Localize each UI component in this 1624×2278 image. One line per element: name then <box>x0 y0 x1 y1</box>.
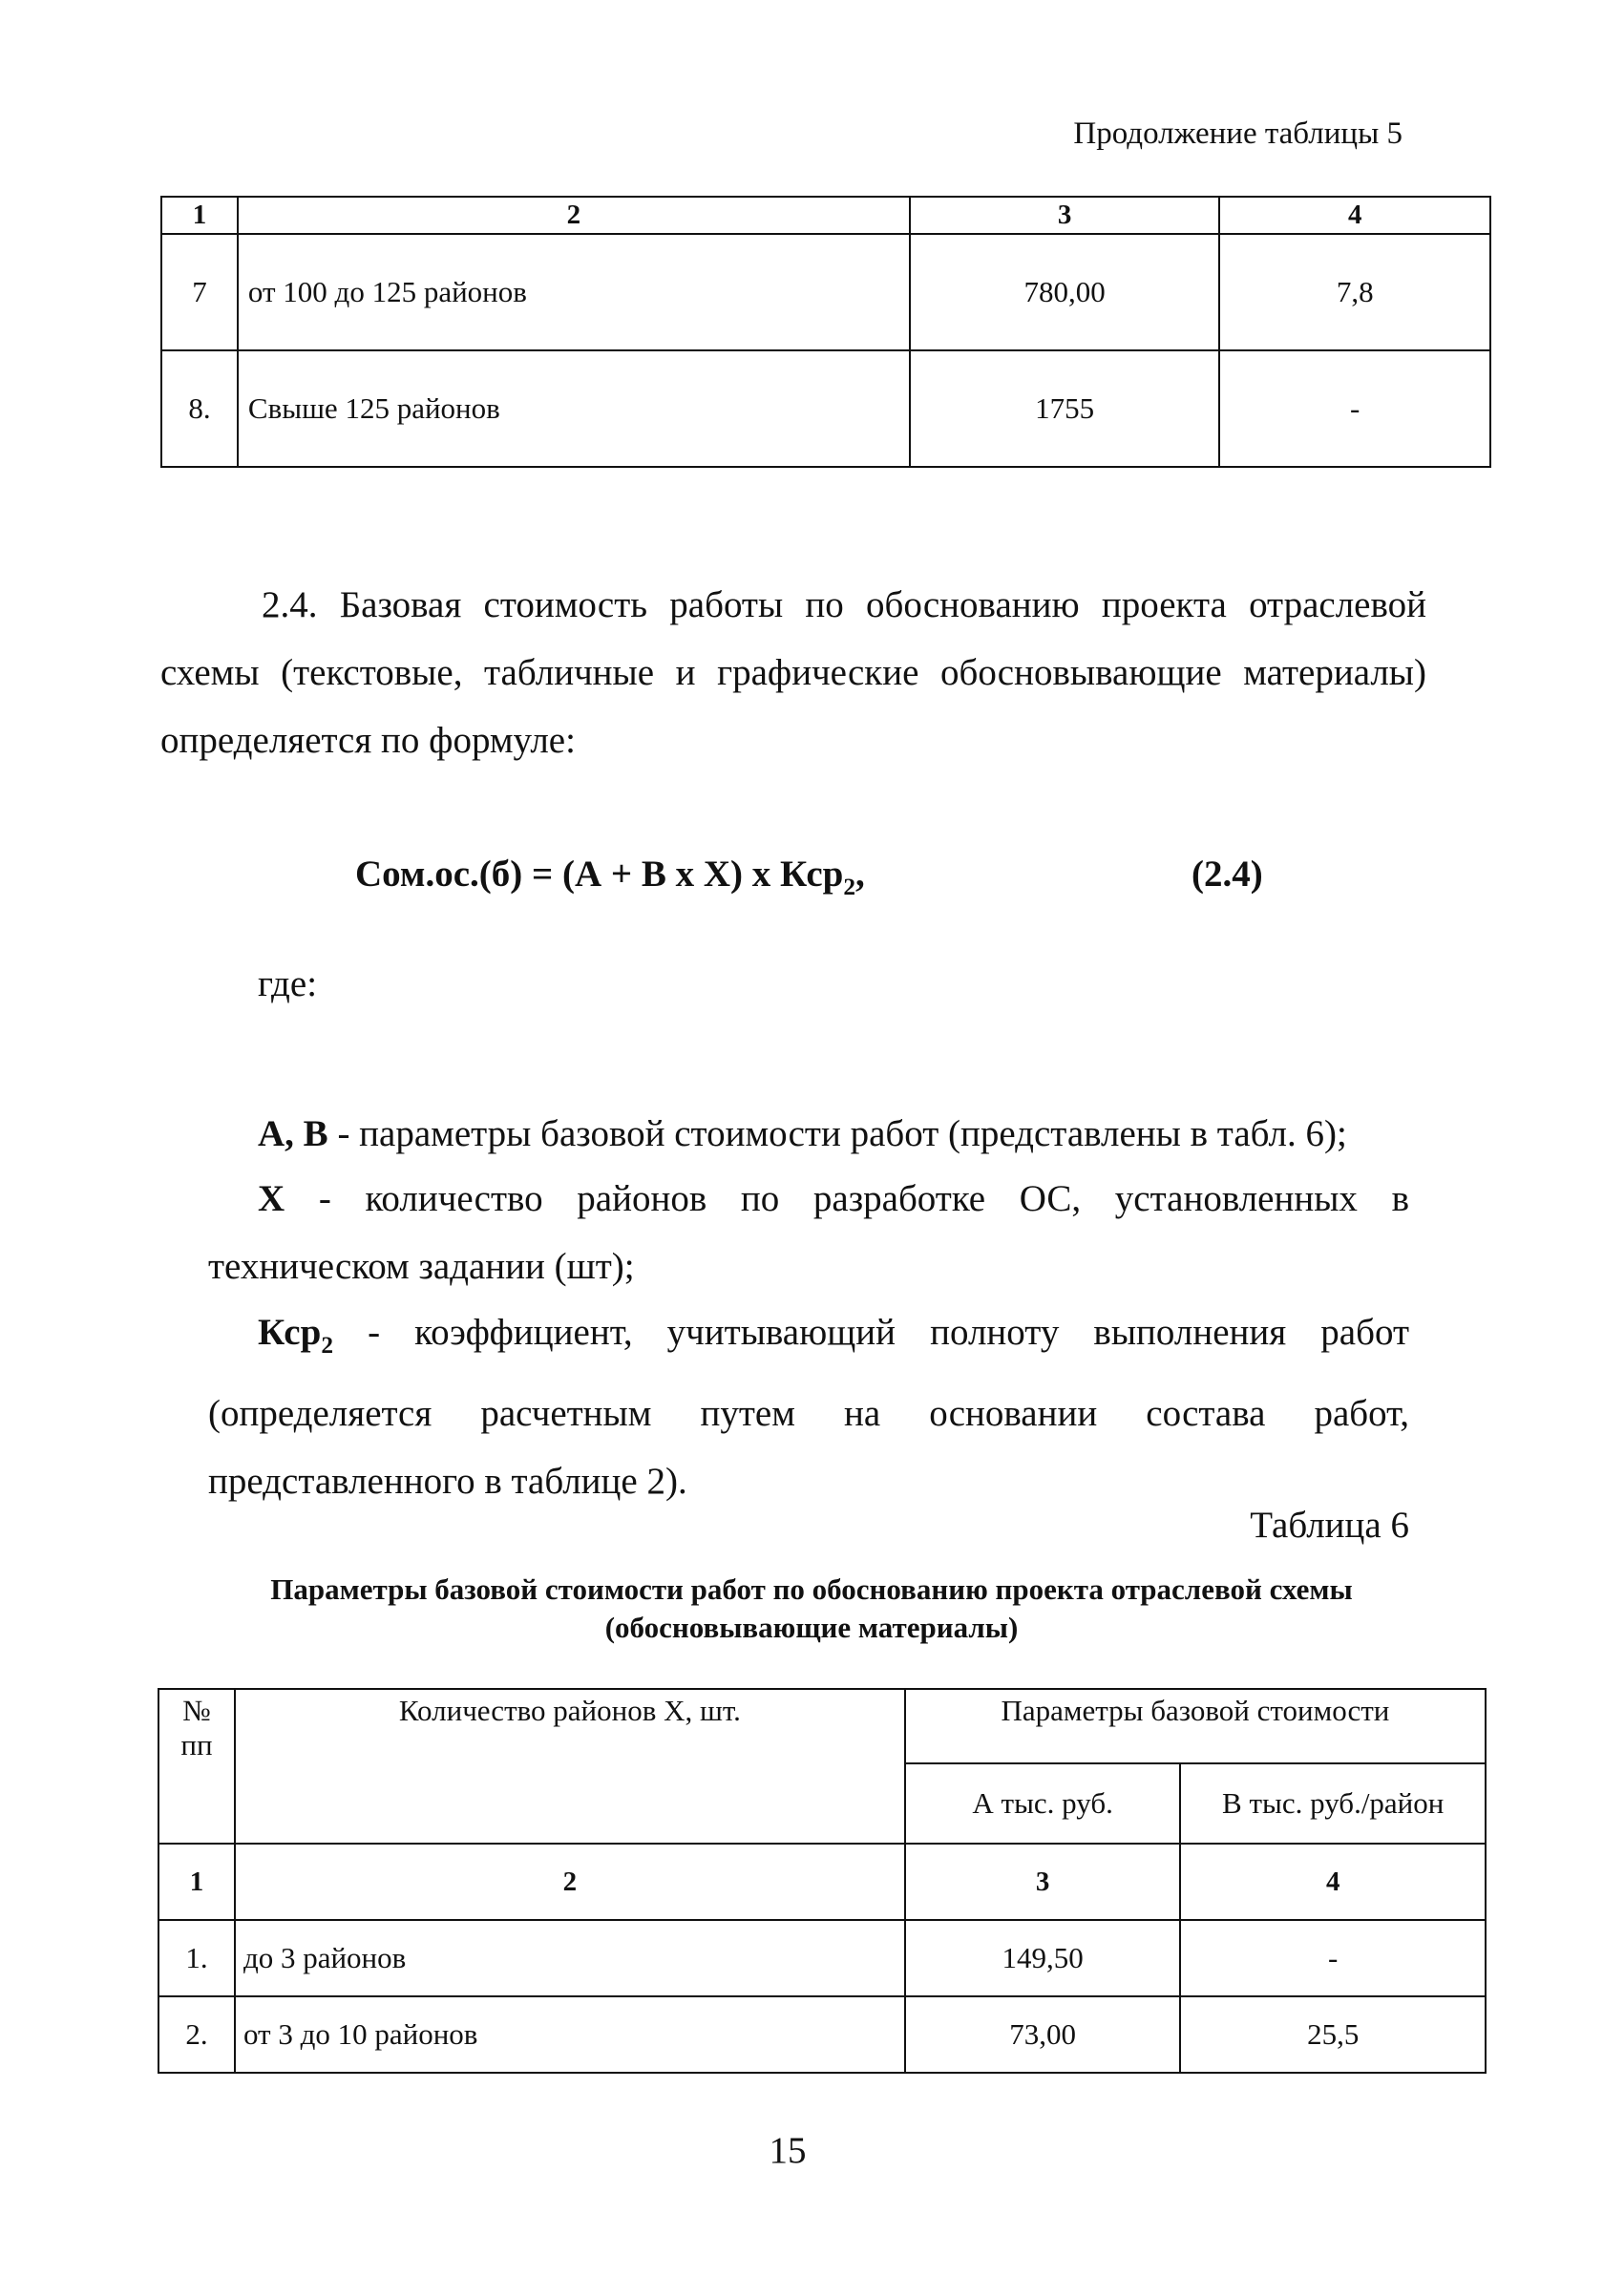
formula-lhs: Сом.ос.(б) = (А + В х Х) х Кср <box>355 854 844 895</box>
header-no: № пп <box>158 1689 235 1844</box>
page-number: 15 <box>769 2130 807 2171</box>
formula-tail: , <box>855 854 865 895</box>
row-label: Свыше 125 районов <box>238 350 910 467</box>
section-paragraph: 2.4. Базовая стоимость работы по обоснованию проекта отраслевой схемы (текстовые, табличные и графические обосновывающие материалы) определяется по формуле: <box>160 584 1426 761</box>
definition-term-subscript: 2 <box>321 1331 333 1359</box>
header-cell: 3 <box>905 1844 1181 1920</box>
header-cell: 1 <box>158 1844 235 1920</box>
definition-a-b <box>258 1100 1459 1168</box>
table-row <box>161 234 1490 350</box>
formula-number: (2.4) <box>1192 854 1263 895</box>
table-header-row <box>158 1689 1486 1763</box>
definition-term <box>258 1312 333 1359</box>
formula-subscript: 2 <box>843 873 856 900</box>
row-value-a: 73,00 <box>905 1996 1181 2073</box>
formula <box>355 853 865 901</box>
table-row <box>161 350 1490 467</box>
definition-term: А, В <box>258 1113 328 1154</box>
continuation-caption: Продолжение таблицы 5 <box>1073 116 1403 151</box>
header-cell: 2 <box>235 1844 905 1920</box>
table-row <box>158 1996 1486 2073</box>
header-cell: 2 <box>238 197 910 234</box>
table-6-caption: Таблица 6 <box>1250 1505 1409 1546</box>
row-label: от 3 до 10 районов <box>235 1996 905 2073</box>
header-params: Параметры базовой стоимости <box>905 1689 1486 1763</box>
table-number-row <box>158 1844 1486 1920</box>
where-label: где: <box>258 963 318 1004</box>
table-6-title: Параметры базовой стоимости работ по обоснованию проекта отраслевой схемы (обосновывающие материалы) <box>270 1572 1353 1644</box>
row-value-b: 7,8 <box>1219 234 1490 350</box>
table-5-continuation <box>160 196 1491 468</box>
header-cell: 4 <box>1219 197 1490 234</box>
row-number: 7 <box>161 234 238 350</box>
row-label: до 3 районов <box>235 1920 905 1996</box>
definition-text: - параметры базовой стоимости работ (представлены в табл. 6); <box>327 1113 1347 1154</box>
row-value-a: 1755 <box>910 350 1220 467</box>
table-6 <box>158 1688 1487 2074</box>
row-number: 8. <box>161 350 238 467</box>
row-number: 2. <box>158 1996 235 2073</box>
definition-text: - количество районов по разработке ОС, установленных в техническом задании (шт); <box>208 1178 1409 1287</box>
definition-term: Х <box>258 1178 285 1219</box>
row-value-a: 780,00 <box>910 234 1220 350</box>
definition-term-text: Кср <box>258 1312 322 1353</box>
row-value-b: 25,5 <box>1180 1996 1486 2073</box>
row-value-a: 149,50 <box>905 1920 1181 1996</box>
header-a: А тыс. руб. <box>905 1763 1181 1844</box>
row-number: 1. <box>158 1920 235 1996</box>
row-label: от 100 до 125 районов <box>238 234 910 350</box>
table-header-row <box>161 197 1490 234</box>
header-cell: 4 <box>1180 1844 1486 1920</box>
header-b: В тыс. руб./район <box>1180 1763 1486 1844</box>
definition-text: - коэффициент, учитывающий полноту выполнения работ (определяется расчетным путем на основании состава работ, представленного в таблице 2). <box>208 1312 1409 1502</box>
definition-x <box>208 1165 1409 1300</box>
header-cell: 3 <box>910 197 1220 234</box>
row-value-b: - <box>1219 350 1490 467</box>
table-row <box>158 1920 1486 1996</box>
row-value-b: - <box>1180 1920 1486 1996</box>
definition-kcr2 <box>208 1298 1409 1515</box>
header-qty: Количество районов Х, шт. <box>235 1689 905 1844</box>
header-cell: 1 <box>161 197 238 234</box>
